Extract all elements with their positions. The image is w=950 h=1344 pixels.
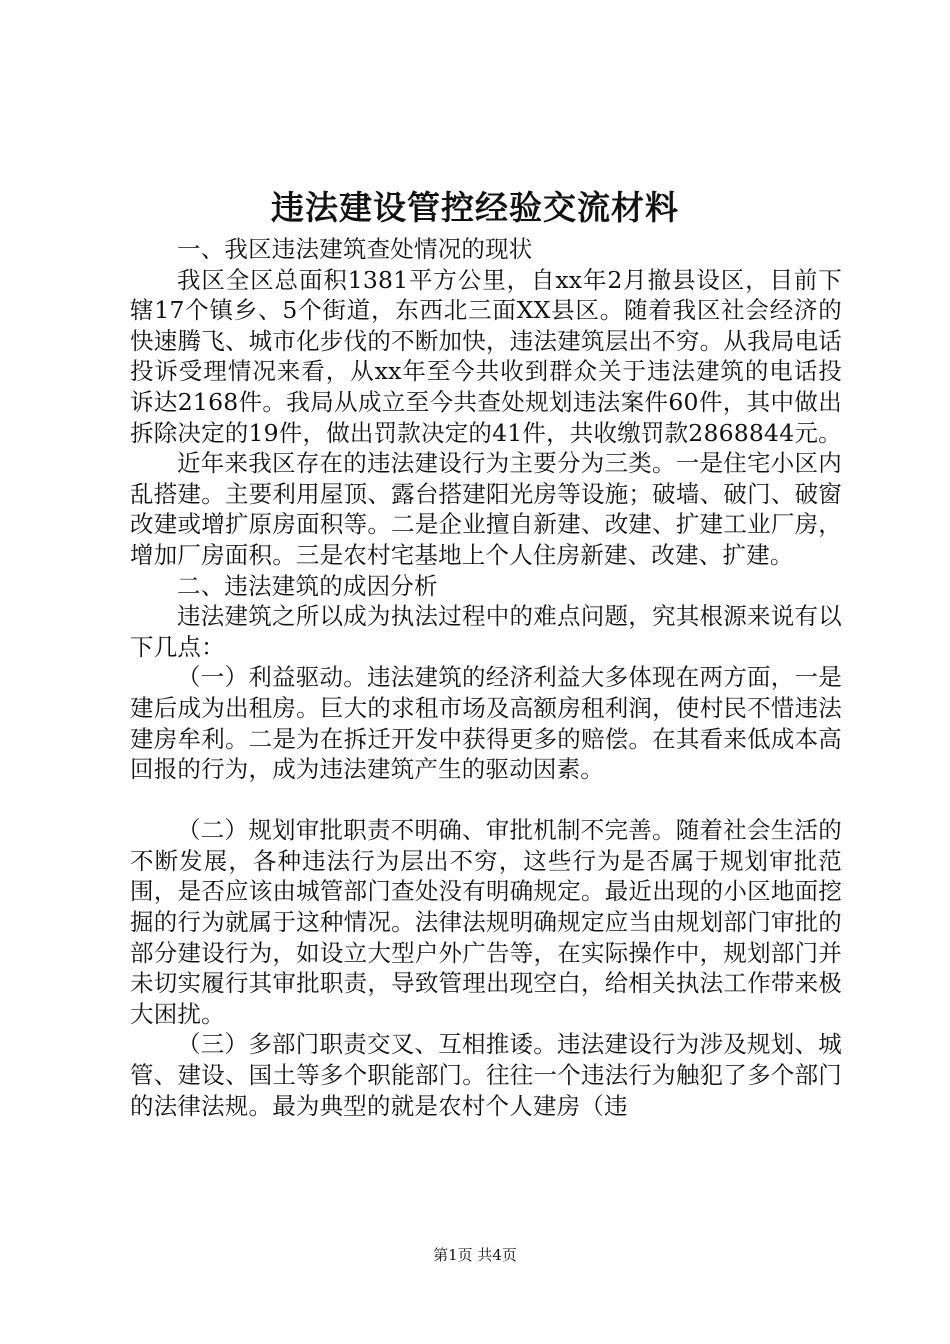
paragraph-cause-3: （三）多部门职责交叉、互相推诿。违法建设行为涉及规划、城管、建设、国土等多个职能部门。往往一个违法行为触犯了多个部门的法律法规。最为典型的就是农村个人建房（违 — [130, 1030, 842, 1120]
page-footer: 第1页 共4页 — [433, 1246, 517, 1264]
document-body — [130, 234, 842, 1121]
paragraph-types: 近年来我区存在的违法建设行为主要分为三类。一是住宅小区内乱搭建。主要利用屋顶、露台搭建阳光房等设施；破墙、破门、破窗改建或增扩原房面积等。二是企业擅自新建、改建、扩建工业厂房，增加厂房面积。三是农村宅基地上个人住房新建、改建、扩建。 — [130, 449, 842, 569]
paragraph-spacer — [130, 785, 842, 816]
paragraph-cause-2: （二）规划审批职责不明确、审批机制不完善。随着社会生活的不断发展，各种违法行为层出不穷，这些行为是否属于规划审批范围，是否应该由城管部门查处没有明确规定。最近出现的小区地面挖掘的行为就属于这种情况。法律法规明确规定应当由规划部门审批的部分建设行为，如设立大型户外广告等，在实际操作中，规划部门并未切实履行其审批职责，导致管理出现空白，给相关执法工作带来极大困扰。 — [130, 816, 842, 1028]
document-title: 违法建设管控经验交流材料 — [271, 188, 679, 227]
paragraph-overview: 我区全区总面积1381平方公里，自xx年2月撤县设区，目前下辖17个镇乡、5个街道，东西北三面XX县区。随着我区社会经济的快速腾飞、城市化步伐的不断加快，违法建筑层出不穷。从我局电话投诉受理情况来看，从xx年至今共收到群众关于违法建筑的电话投诉达2168件。我局从成立至今共查处规划违法案件60件，其中做出拆除决定的19件，做出罚款决定的41件，共收缴罚款2868844元。 — [130, 265, 842, 447]
section-heading-2: 二、违法建筑的成因分析 — [177, 571, 438, 600]
section-heading-1: 一、我区违法建筑查处情况的现状 — [177, 235, 533, 263]
paragraph-cause-1: （一）利益驱动。违法建筑的经济利益大多体现在两方面，一是建后成为出租房。巨大的求租市场及高额房租利润，使村民不惜违法建房牟利。二是为在拆迁开发中获得更多的赔偿。在其看来低成本高回报的行为，成为违法建筑产生的驱动因素。 — [130, 663, 842, 784]
paragraph-causes-intro: 违法建筑之所以成为执法过程中的难点问题，究其根源来说有以下几点： — [130, 602, 842, 661]
